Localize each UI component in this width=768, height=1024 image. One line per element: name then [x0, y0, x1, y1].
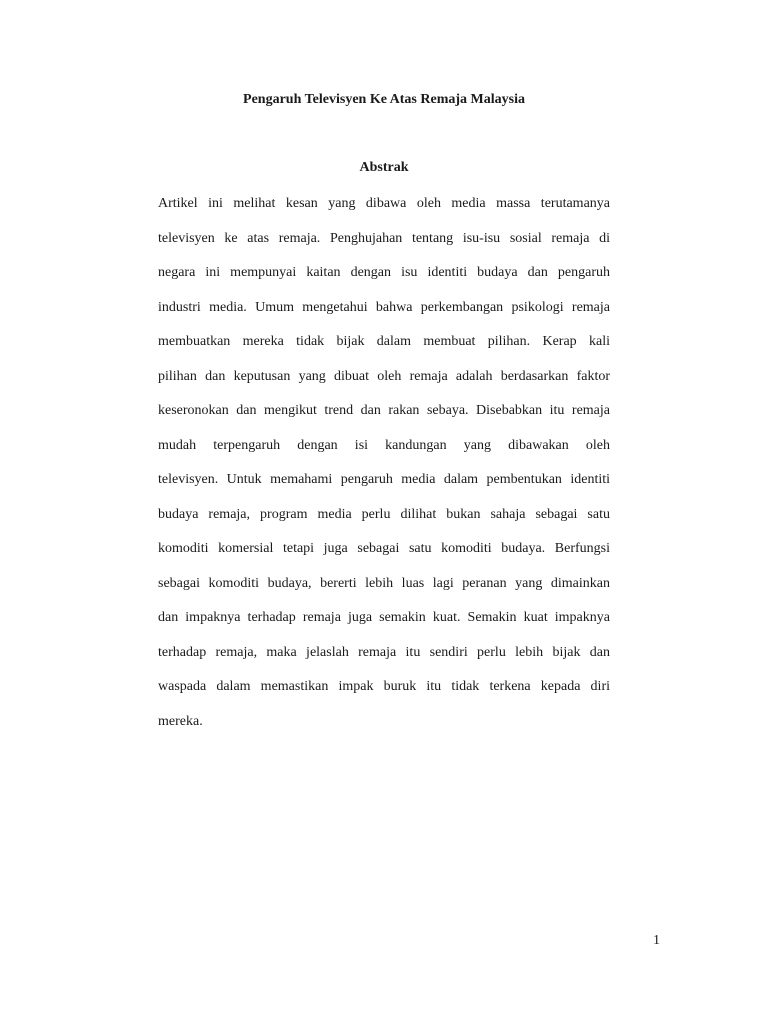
abstract-line: televisyen. Untuk memahami pengaruh media dalam pembentukan identiti: [158, 472, 610, 487]
abstract-line: industri media. Umum mengetahui bahwa perkembangan psikologi remaja: [158, 299, 610, 315]
abstract-line: membuatkan mereka tidak bijak dalam membuat pilihan. Kerap kali: [158, 334, 610, 349]
abstract-line: mereka.: [158, 713, 203, 729]
abstract-line: terhadap remaja, maka jelaslah remaja itu sendiri perlu lebih bijak dan: [158, 644, 610, 660]
document-title: Pengaruh Televisyen Ke Atas Remaja Malaysia: [243, 92, 525, 107]
abstract-line: komoditi komersial tetapi juga sebagai satu komoditi budaya. Berfungsi: [158, 541, 610, 556]
abstract-line: budaya remaja, program media perlu dilihat bukan sahaja sebagai satu: [158, 506, 610, 522]
abstract-line: mudah terpengaruh dengan isi kandungan yang dibawakan oleh: [158, 437, 610, 453]
abstract-line: televisyen ke atas remaja. Penghujahan tentang isu-isu sosial remaja di: [158, 230, 610, 246]
abstract-heading: Abstrak: [359, 160, 409, 175]
abstract-line: negara ini mempunyai kaitan dengan isu identiti budaya dan pengaruh: [158, 265, 610, 280]
abstract-line: waspada dalam memastikan impak buruk itu tidak terkena kepada diri: [158, 679, 610, 694]
abstract-line: dan impaknya terhadap remaja juga semakin kuat. Semakin kuat impaknya: [158, 610, 610, 625]
abstract-line: sebagai komoditi budaya, bererti lebih luas lagi peranan yang dimainkan: [158, 575, 610, 591]
abstract-line: Artikel ini melihat kesan yang dibawa oleh media massa terutamanya: [158, 196, 610, 211]
abstract-line: pilihan dan keputusan yang dibuat oleh remaja adalah berdasarkan faktor: [158, 368, 610, 384]
page-number: 1: [653, 933, 660, 948]
abstract-body: [158, 191, 610, 743]
abstract-line: keseronokan dan mengikut trend dan rakan sebaya. Disebabkan itu remaja: [158, 403, 610, 418]
